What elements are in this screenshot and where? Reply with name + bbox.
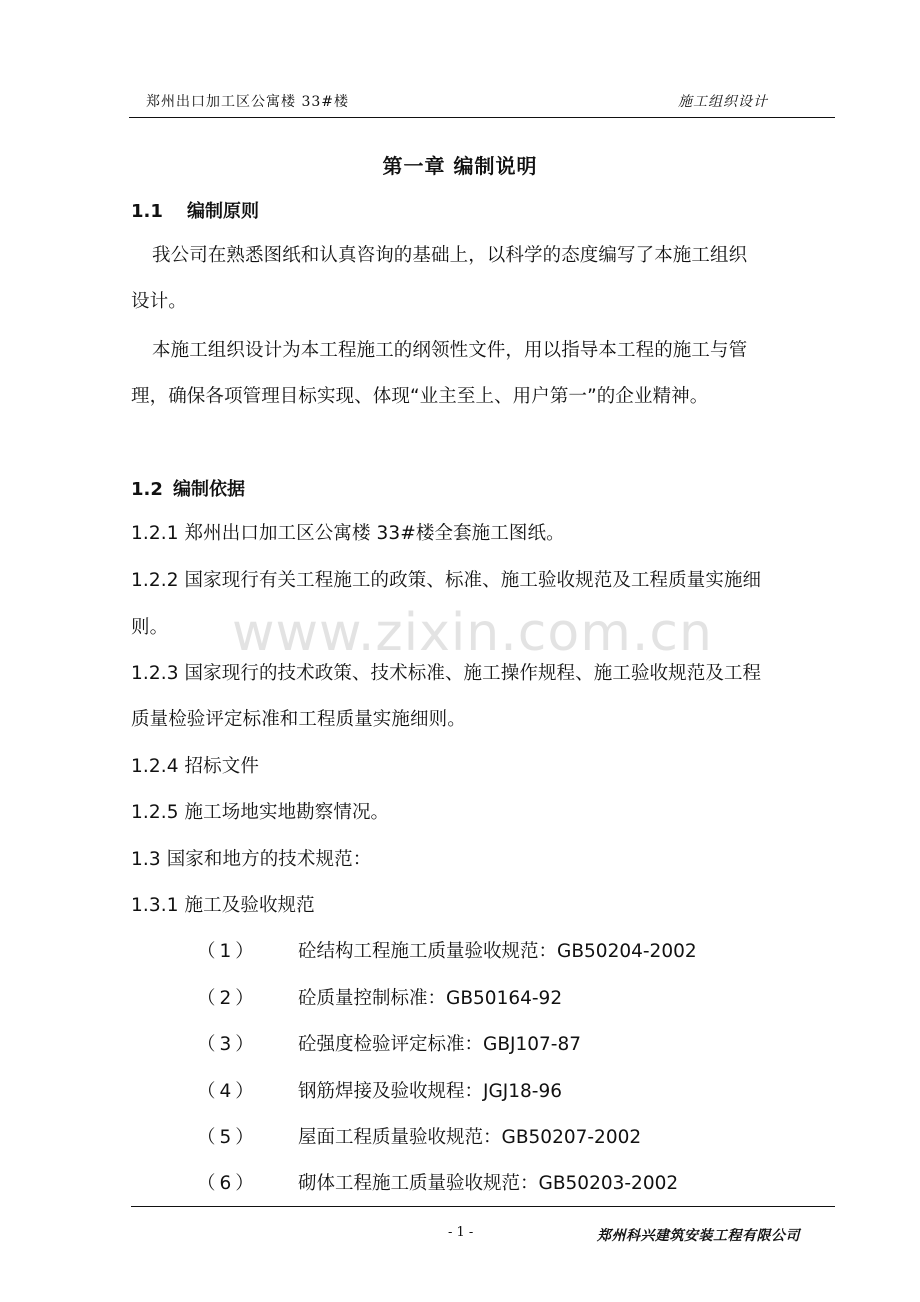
standard-number: （2） — [197, 988, 258, 1009]
standard-number: （4） — [197, 1081, 258, 1102]
section-title: 编制依据 — [173, 479, 245, 500]
section-heading-1-1 — [131, 197, 259, 223]
standard-number: （5） — [197, 1127, 258, 1148]
section-number: 1.1 — [131, 201, 163, 222]
paragraph-purpose-line-2: 理，确保各项管理目标实现、体现“业主至上、用户第一”的企业精神。 — [131, 386, 709, 407]
standard-text: 屋面工程质量验收规范：GB50207-2002 — [298, 1127, 642, 1148]
basis-item-5: 1.2.5 施工场地实地勘察情况。 — [131, 802, 390, 823]
page-number: - 1 - — [448, 1225, 474, 1240]
header-project-name: 郑州出口加工区公寓楼 33#楼 — [146, 94, 349, 110]
paragraph-purpose-line-1: 本施工组织设计为本工程施工的纲领性文件，用以指导本工程的施工与管 — [152, 340, 748, 361]
section-heading-1-2 — [131, 475, 245, 501]
basis-item-2-line-2: 则。 — [131, 617, 169, 638]
standard-text: 砼质量控制标准：GB50164-92 — [298, 988, 563, 1009]
header-document-type: 施工组织设计 — [678, 94, 768, 110]
footer-company-name: 郑州科兴建筑安装工程有限公司 — [597, 1228, 800, 1244]
basis-item-2-line-1: 1.2.2 国家现行有关工程施工的政策、标准、施工验收规范及工程质量实施细 — [131, 570, 762, 591]
paragraph-principle-line-2: 设计。 — [131, 291, 187, 312]
standard-text: 砌体工程施工质量验收规范：GB50203-2002 — [298, 1173, 679, 1194]
standard-number: （1） — [197, 941, 258, 962]
header-rule — [129, 117, 835, 118]
footer-rule — [131, 1206, 835, 1207]
basis-item-3-line-2: 质量检验评定标准和工程质量实施细则。 — [131, 709, 466, 730]
chapter-title: 第一章 编制说明 — [382, 154, 538, 178]
subsection-heading-1-3-1: 1.3.1 施工及验收规范 — [131, 895, 315, 916]
standard-number: （6） — [197, 1173, 258, 1194]
standard-text: 砼强度检验评定标准：GBJ107-87 — [298, 1034, 582, 1055]
basis-item-4: 1.2.4 招标文件 — [131, 756, 259, 777]
section-heading-1-3: 1.3 国家和地方的技术规范： — [131, 849, 372, 870]
standard-text: 钢筋焊接及验收规程：JGJ18-96 — [298, 1081, 563, 1102]
basis-item-1: 1.2.1 郑州出口加工区公寓楼 33#楼全套施工图纸。 — [131, 523, 565, 544]
basis-item-3-line-1: 1.2.3 国家现行的技术政策、技术标准、施工操作规程、施工验收规范及工程 — [131, 663, 762, 684]
section-title: 编制原则 — [187, 201, 259, 222]
standard-number: （3） — [197, 1034, 258, 1055]
section-number: 1.2 — [131, 479, 163, 500]
paragraph-principle-line-1: 我公司在熟悉图纸和认真咨询的基础上，以科学的态度编写了本施工组织 — [152, 245, 748, 266]
standard-text: 砼结构工程施工质量验收规范：GB50204-2002 — [298, 941, 697, 962]
watermark: www.zixin.com.cn — [232, 603, 713, 663]
